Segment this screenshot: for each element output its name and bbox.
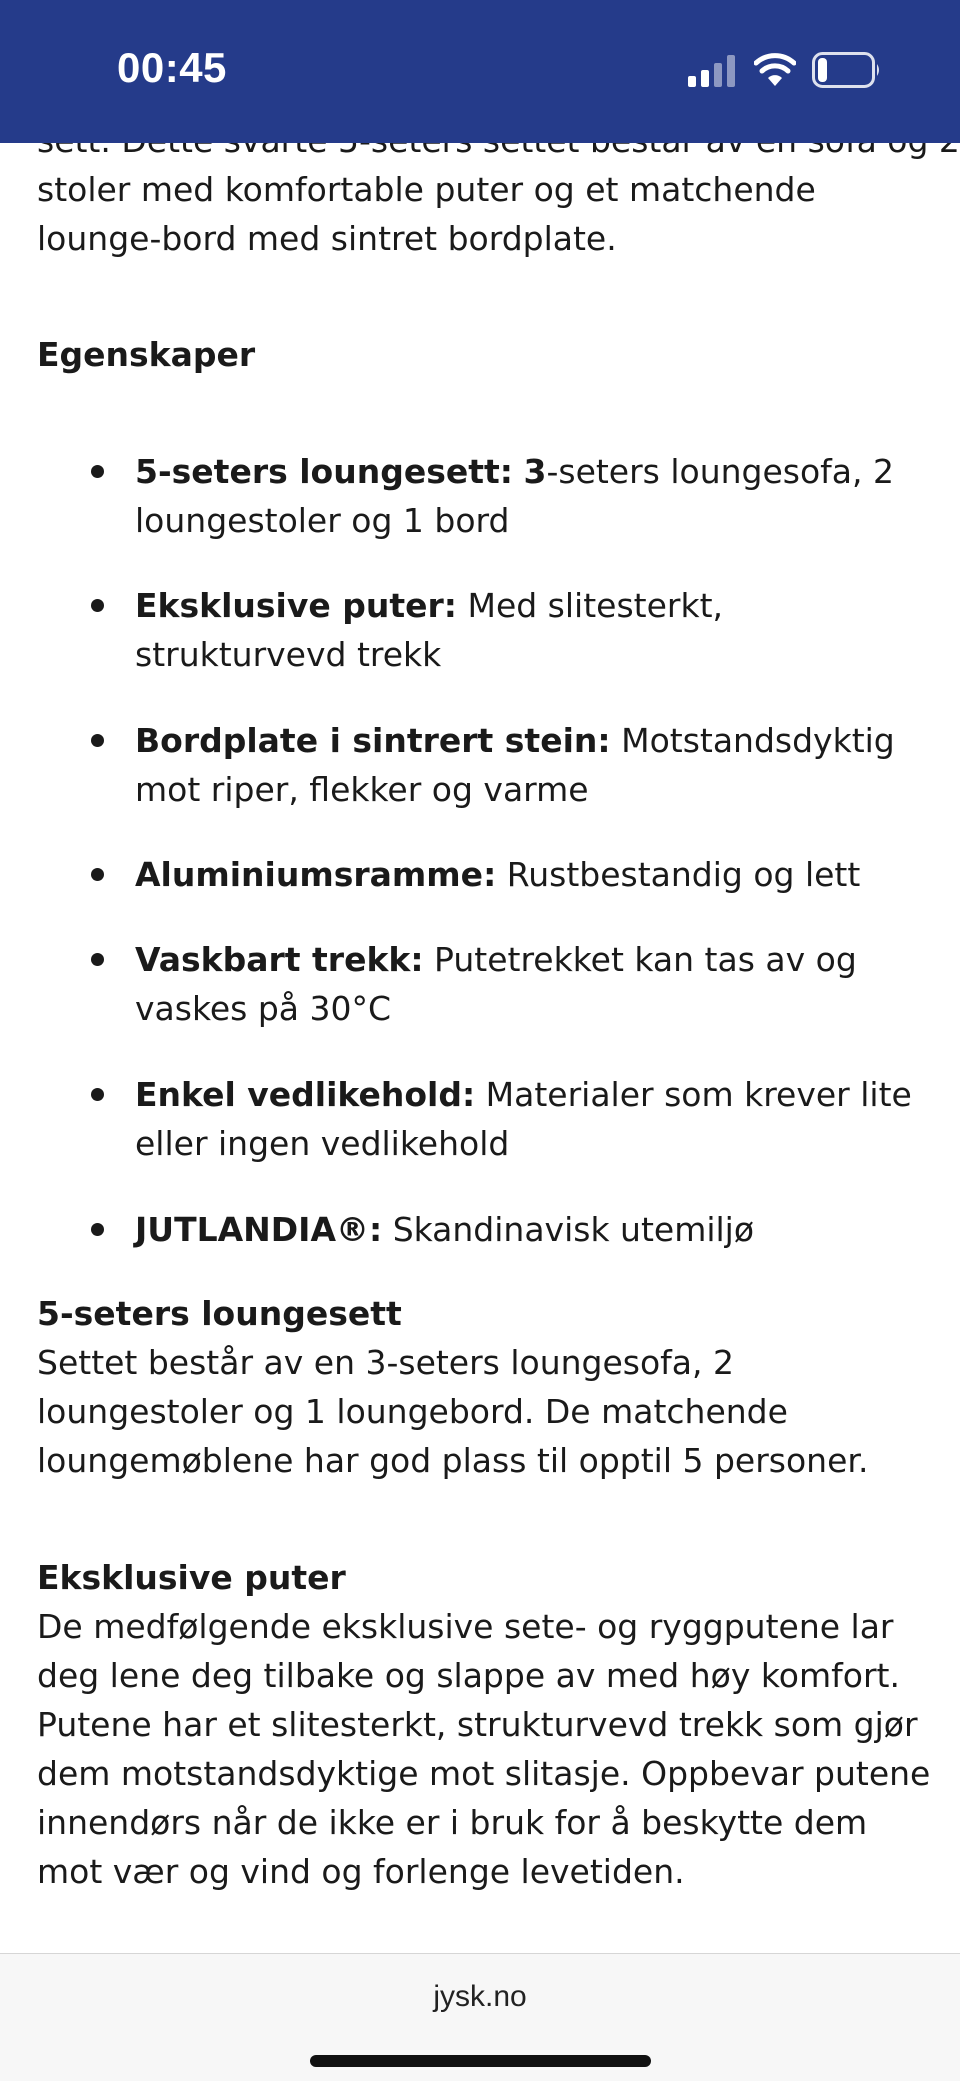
feature-label: 5-seters loungesett:	[135, 452, 513, 491]
signal-icon	[688, 55, 736, 87]
bullet-icon	[91, 953, 104, 966]
browser-address-bar[interactable]	[0, 1953, 960, 2081]
section-body-loungesett: Settet består av en 3-seters loungesofa, 2 loungestoler og 1 loungebord. De matchende loungemøblene har god plass til opptil 5 personer.	[37, 1343, 869, 1480]
feature-label: Enkel vedlikehold:	[135, 1075, 476, 1114]
feature-label: JUTLANDIA®:	[135, 1210, 383, 1249]
feature-value: Rustbestandig og lett	[506, 855, 861, 894]
feature-value: Motstandsdyktig mot riper, flekker og varme	[135, 721, 895, 809]
feature-label: Vaskbart trekk:	[135, 940, 424, 979]
bullet-icon	[91, 465, 104, 478]
battery-icon	[812, 52, 882, 88]
wifi-icon	[754, 52, 796, 86]
section-body-puter: De medfølgende eksklusive sete- og ryggputene lar deg lene deg tilbake og slappe av med høy komfort. Putene har et slitesterkt, strukturvevd trekk som gjør dem motstandsdyktige mot slitasje. Oppbevar putene innendørs når de ikke er i bruk for å beskytte dem mot vær og vind og forlenge levetiden.	[37, 1607, 931, 1891]
feature-value: Skandinavisk utemiljø	[392, 1210, 755, 1249]
section-heading-puter: Eksklusive puter	[37, 1558, 346, 1597]
home-indicator[interactable]	[310, 2055, 651, 2067]
feature-label: Eksklusive puter:	[135, 586, 457, 625]
feature-label: Bordplate i sintrert stein:	[135, 721, 611, 760]
feature-value-bold: 3	[523, 452, 547, 491]
feature-value: -seters loungesofa, 2 loungestoler og 1 bord	[135, 452, 894, 540]
feature-value: Med slitesterkt, strukturvevd trekk	[135, 586, 723, 674]
bullet-icon	[91, 1223, 104, 1236]
status-time: 00:45	[117, 44, 227, 91]
features-heading: Egenskaper	[37, 335, 256, 374]
section-heading-loungesett: 5-seters loungesett	[37, 1294, 402, 1333]
feature-value: Materialer som krever lite eller ingen vedlikehold	[135, 1075, 912, 1163]
status-bar	[0, 0, 960, 143]
feature-value: Putetrekket kan tas av og vaskes på 30°C	[135, 940, 857, 1028]
url-label[interactable]: jysk.no	[433, 1980, 527, 2013]
bullet-icon	[91, 868, 104, 881]
bullet-icon	[91, 1088, 104, 1101]
intro-paragraph: stoler med komfortable puter og et matchende lounge-bord med sintret bordplate.	[37, 170, 816, 258]
bullet-icon	[91, 734, 104, 747]
feature-label: Aluminiumsramme:	[135, 855, 497, 894]
bullet-icon	[91, 599, 104, 612]
